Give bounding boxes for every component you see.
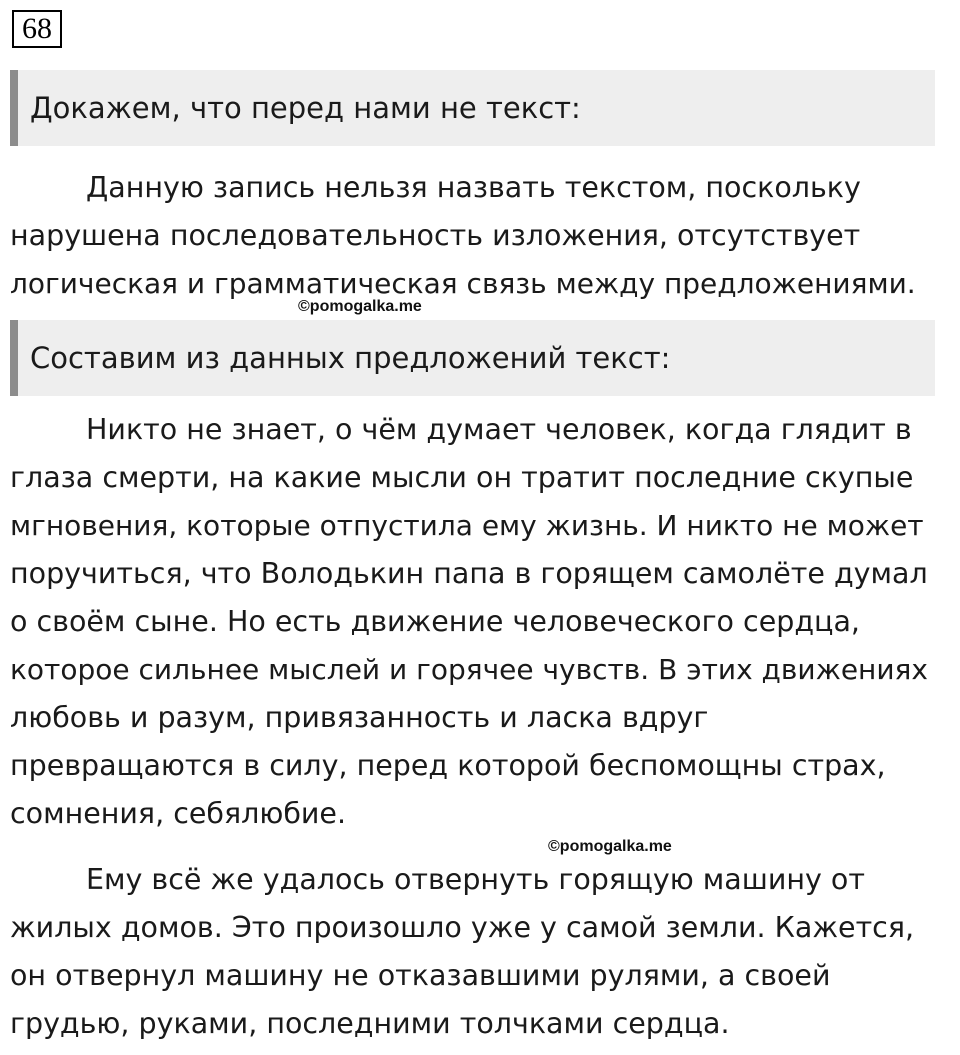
paragraph-line: Ему всё же удалось отвернуть горящую машину от [86,863,865,896]
paragraph-line: жилых домов. Это произошло уже у самой земли. Кажется, [10,911,915,944]
section-heading-compose: Составим из данных предложений текст: [10,320,935,396]
watermark: ©pomogalka.me [548,838,672,855]
paragraph-line: которое сильнее мыслей и горячее чувств. В этих движениях [10,653,928,686]
paragraph-line: логическая и грамматическая связь между предложениями. [10,267,916,300]
paragraph-line: он отвернул машину не отказавшими рулями, а своей [10,959,831,992]
paragraph-line: превращаются в силу, перед которой беспомощны страх, [10,749,886,782]
paragraph-line: любовь и разум, привязанность и ласка вдруг [10,701,709,734]
paragraph-line: сомнения, себялюбие. [10,797,347,830]
paragraph-line: грудью, руками, последними толчками сердца. [10,1007,730,1040]
page-number: 68 [12,10,62,48]
watermark: ©pomogalka.me [298,298,422,315]
paragraph-line: глаза смерти, на какие мысли он тратит последние скупые [10,461,914,494]
paragraph-line: нарушена последовательность изложения, отсутствует [10,219,861,252]
paragraph-line: о своём сыне. Но есть движение человеческого сердца, [10,605,860,638]
section-heading-proof: Докажем, что перед нами не текст: [10,70,935,146]
paragraph-line: мгновения, которые отпустила ему жизнь. И никто не может [10,509,924,542]
paragraph-line: Данную запись нельзя назвать текстом, поскольку [86,171,861,204]
paragraph-line: поручиться, что Володькин папа в горящем самолёте думал [10,557,928,590]
paragraph-line: Никто не знает, о чём думает человек, когда глядит в [86,413,912,446]
